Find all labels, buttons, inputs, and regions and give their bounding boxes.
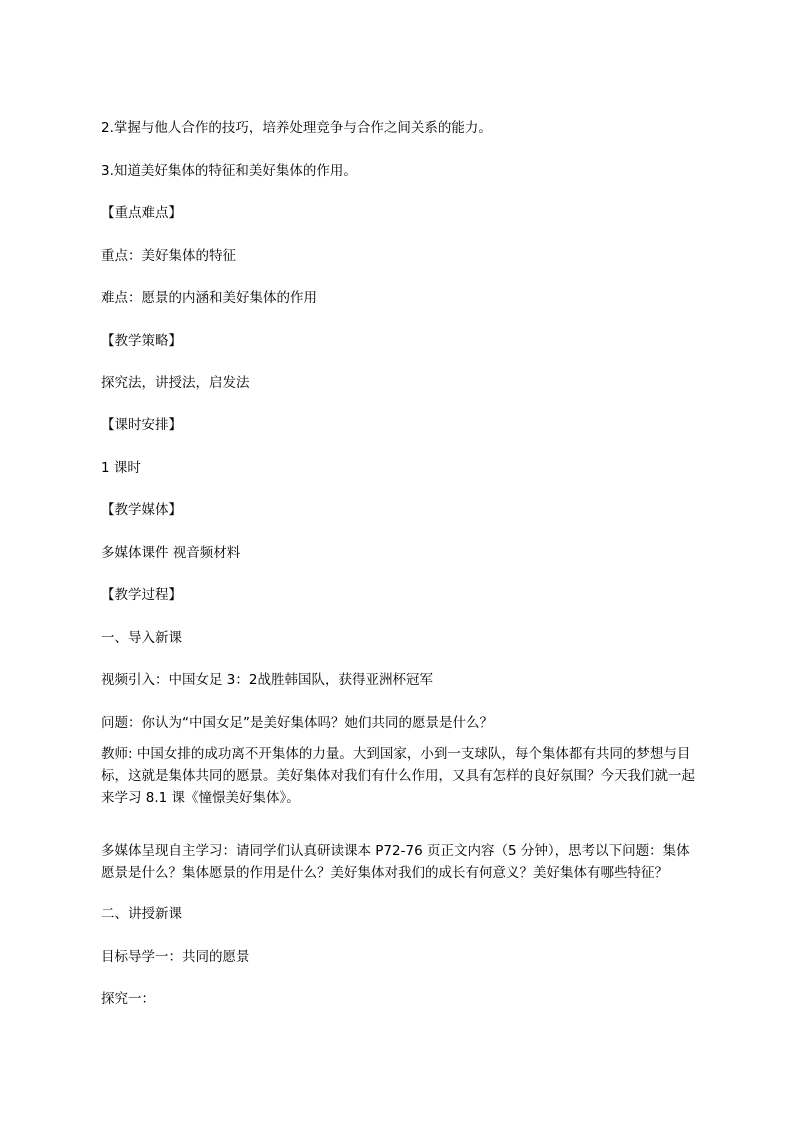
heading-goal-one: 目标导学一：共同的愿景 (101, 949, 250, 965)
paragraph-hours: 1 课时 (101, 460, 141, 476)
heading-class-hours: 【课时安排】 (101, 417, 182, 433)
heading-inquiry-one: 探究一： (101, 991, 155, 1007)
paragraph-methods: 探究法，讲授法，启发法 (101, 375, 250, 391)
paragraph-objective-2: 2.掌握与他人合作的技巧，培养处理竞争与合作之间关系的能力。 (101, 120, 492, 136)
heading-introduction: 一、导入新课 (101, 630, 182, 646)
heading-teaching-strategy: 【教学策略】 (101, 333, 182, 349)
paragraph-difficulty: 难点：愿景的内涵和美好集体的作用 (101, 290, 317, 306)
paragraph-key-point: 重点：美好集体的特征 (101, 248, 236, 264)
heading-teaching-media: 【教学媒体】 (101, 502, 182, 518)
heading-new-lesson: 二、讲授新课 (101, 906, 182, 922)
paragraph-objective-3: 3.知道美好集体的特征和美好集体的作用。 (101, 163, 357, 179)
heading-teaching-process: 【教学过程】 (101, 587, 182, 603)
paragraph-teacher-remarks: 教师: 中国女排的成功离不开集体的力量。大到国家，小到一支球队，每个集体都有共同的梦想与目标，这就是集体共同的愿景。美好集体对我们有什么作用，又具有怎样的良好氛围？今天我们就一起来学习 8.1 课《憧憬美好集体》。 (101, 746, 695, 806)
paragraph-question: 问题：你认为“中国女足”是美好集体吗？她们共同的愿景是什么？ (101, 715, 493, 731)
paragraph-self-study: 多媒体呈现自主学习：请同学们认真研读课本 P72-76 页正文内容（5 分钟），思考以下问题：集体愿景是什么？集体愿景的作用是什么？美好集体对我们的成长有何意义？美好集体有哪些特征？ (101, 843, 690, 881)
heading-key-difficulties: 【重点难点】 (101, 205, 182, 221)
paragraph-video-intro: 视频引入：中国女足 3：2战胜韩国队，获得亚洲杯冠军 (101, 672, 433, 688)
paragraph-media: 多媒体课件 视音频材料 (101, 545, 241, 561)
